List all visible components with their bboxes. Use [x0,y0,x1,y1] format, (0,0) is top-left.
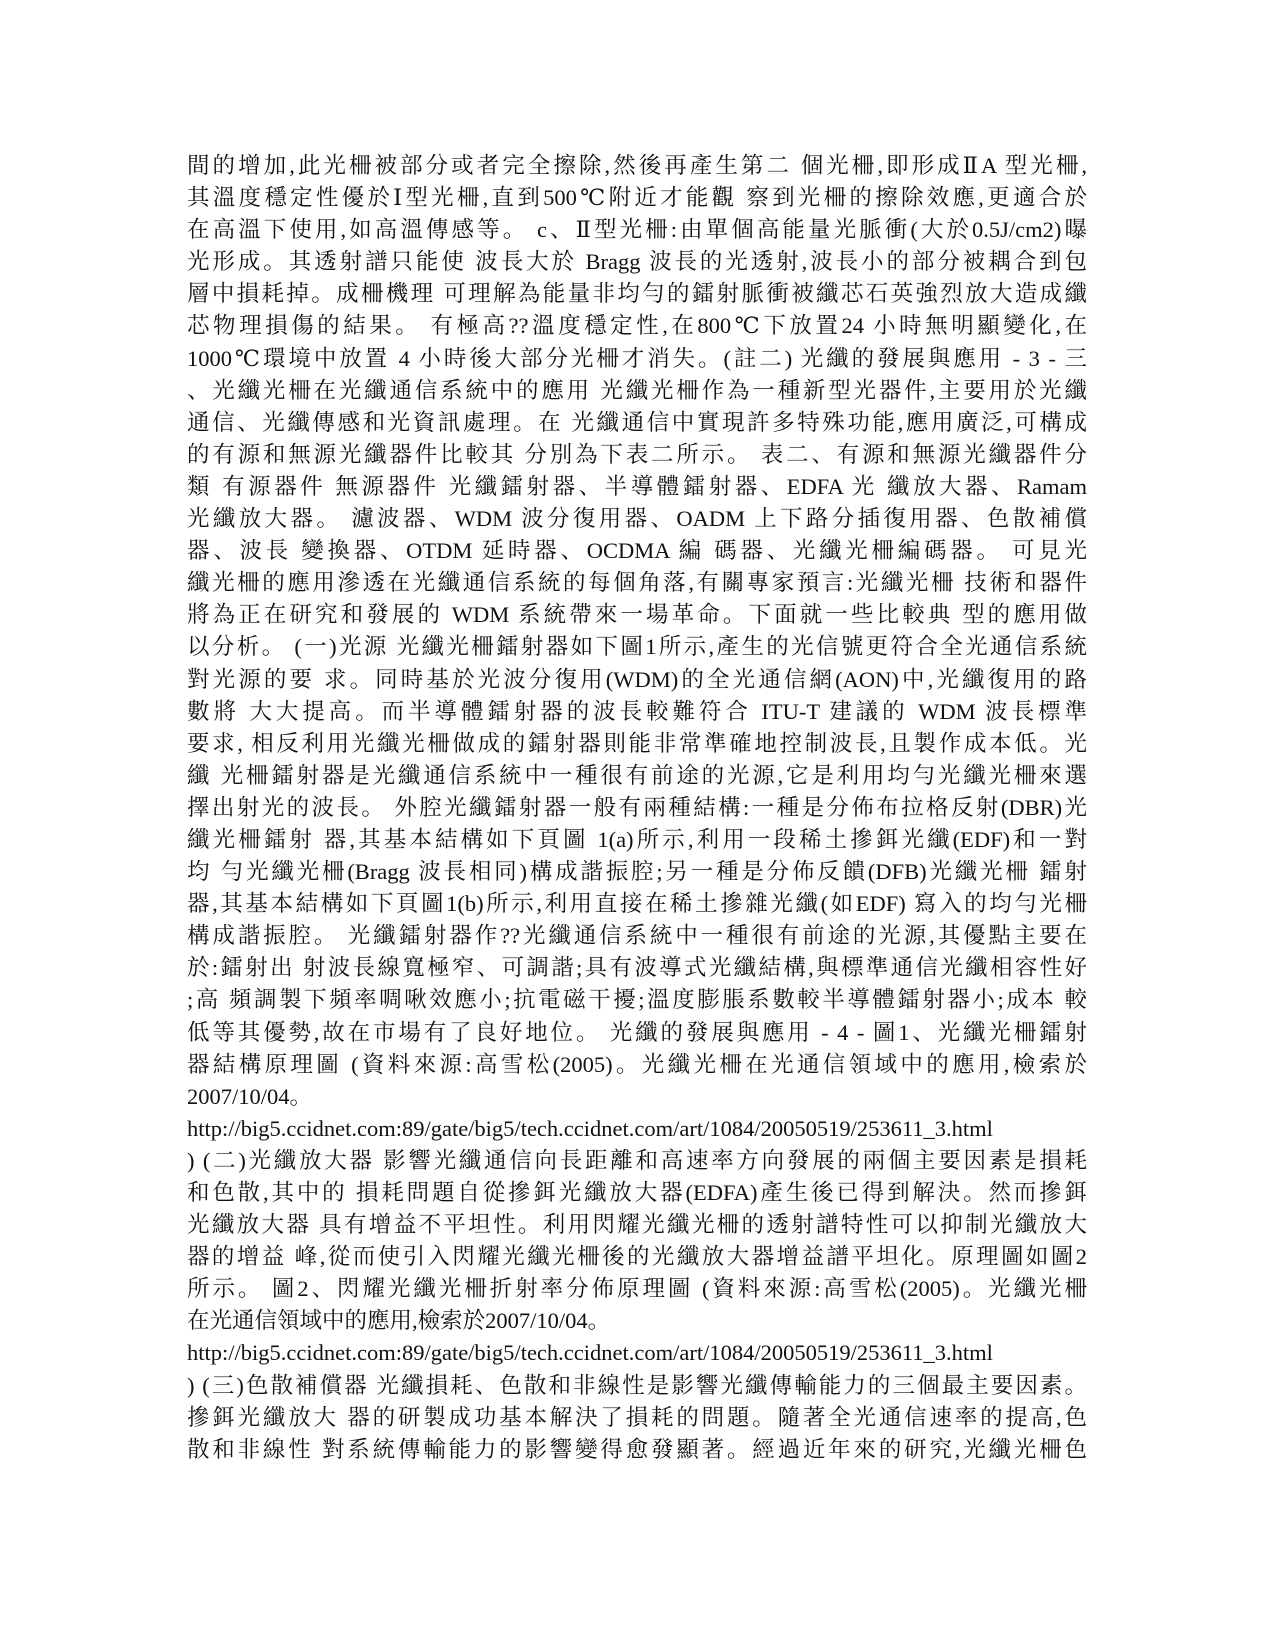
text-line: 低等其優勢,故在市場有了良好地位。 光纖的發展與應用 - 4 - 圖1、光纖光柵鐳射 [187,1019,1087,1045]
text-line: ;高 頻調製下頻率啁啾效應小;抗電磁干擾;溫度膨脹系數較半導體鐳射器小;成本 較 [187,987,1087,1013]
text-line: 1000℃環境中放置 4 小時後大部分光柵才消失。(註二) 光纖的發展與應用 - 3 - 三 [187,345,1087,371]
text-line: 器,其基本結構如下頁圖1(b)所示,利用直接在稀土摻雜光纖(如EDF) 寫入的均勻光柵 [187,891,1087,917]
text-line: 構成諧振腔。 光纖鐳射器作??光纖通信系統中一種很有前途的光源,其優點主要在 [187,923,1087,949]
text-line: 和色散,其中的 損耗問題自從摻鉺光纖放大器(EDFA)產生後已得到解決。然而摻鉺 [187,1180,1087,1205]
text-line: 光形成。其透射譜只能使 波長大於 Bragg 波長的光透射,波長小的部分被耦合到包 [187,249,1087,275]
document-page [187,150,1087,1620]
text-line: 芯物理損傷的結果。 有極高??溫度穩定性,在800℃下放置24 小時無明顯變化,在 [187,313,1087,339]
text-line: 擇出射光的波長。 外腔光纖鐳射器一般有兩種結構:一種是分佈布拉格反射(DBR)光 [187,794,1087,820]
reference-url: http://big5.ccidnet.com:89/gate/big5/tech.ccidnet.com/art/1084/20050519/253611_3.html [187,1340,993,1366]
text-line: 其溫度穩定性優於Ⅰ型光柵,直到500℃附近才能觀 察到光柵的擦除效應,更適合於 [187,185,1087,211]
text-line: ) (二)光纖放大器 影響光纖通信向長距離和高速率方向發展的兩個主要因素是損耗 [187,1147,1087,1173]
text-line: 纖光柵的應用滲透在光纖通信系統的每個角落,有關專家預言:光纖光柵 技術和器件 [187,570,1087,596]
text-line: 器的增益 峰,從而使引入閃耀光纖光柵後的光纖放大器增益譜平坦化。原理圖如圖2 [187,1244,1087,1270]
text-line: 間的增加,此光柵被部分或者完全擦除,然後再產生第二 個光柵,即形成ⅡA 型光柵, [187,153,1087,178]
text-line: 2007/10/04。 [187,1083,313,1109]
text-line: 均 勻光纖光柵(Bragg 波長相同)構成諧振腔;另一種是分佈反饋(DFB)光纖光柵 鐳射 [187,859,1087,885]
text-line: ) (三)色散補償器 光纖損耗、色散和非線性是影響光纖傳輸能力的三個最主要因素。 [187,1372,1087,1398]
text-line: 在光通信領域中的應用,檢索於2007/10/04。 [187,1308,611,1334]
text-line: 、光纖光柵在光纖通信系統中的應用 光纖光柵作為一種新型光器件,主要用於光纖 [187,377,1087,403]
text-line: 器、波長 變換器、OTDM 延時器、OCDMA 編 碼器、光纖光柵編碼器。 可見光 [187,538,1087,564]
text-line: 纖光柵鐳射 器,其基本結構如下頁圖 1(a)所示,利用一段稀土摻鉺光纖(EDF)和一對 [187,826,1087,852]
text-line: 類 有源器件 無源器件 光纖鐳射器、半導體鐳射器、EDFA 光 纖放大器、Ramam [187,473,1087,499]
text-line: 摻鉺光纖放大 器的研製成功基本解決了損耗的問題。隨著全光通信速率的提高,色 [187,1404,1087,1430]
text-line: 纖 光柵鐳射器是光纖通信系統中一種很有前途的光源,它是利用均勻光纖光柵來選 [187,762,1087,788]
text-line: 通信、光纖傳感和光資訊處理。在 光纖通信中實現許多特殊功能,應用廣泛,可構成 [187,409,1087,435]
text-line: 要求, 相反利用光纖光柵做成的鐳射器則能非常準確地控制波長,且製作成本低。光 [187,730,1087,756]
text-line: 光纖放大器。 濾波器、WDM 波分復用器、OADM 上下路分插復用器、色散補償 [187,506,1087,532]
text-line: 散和非線性 對系統傳輸能力的影響變得愈發顯著。經過近年來的研究,光纖光柵色 [187,1436,1087,1462]
text-line: 將為正在研究和發展的 WDM 系統帶來一場革命。下面就一些比較典 型的應用做 [187,602,1087,628]
text-line: 所示。 圖2、閃耀光纖光柵折射率分佈原理圖 (資料來源:高雪松(2005)。光纖光柵 [187,1276,1087,1302]
text-line: 以分析。 (一)光源 光纖光柵鐳射器如下圖1所示,產生的光信號更符合全光通信系統 [187,634,1087,660]
text-line: 層中損耗掉。成柵機理 可理解為能量非均勻的鐳射脈衝被纖芯石英強烈放大造成纖 [187,281,1087,307]
text-line: 光纖放大器 具有增益不平坦性。利用閃耀光纖光柵的透射譜特性可以抑制光纖放大 [187,1212,1087,1238]
text-line: 數將 大大提高。而半導體鐳射器的波長較難符合 ITU-T 建議的 WDM 波長標準 [187,698,1087,724]
text-line: 於:鐳射出 射波長線寬極窄、可調諧;具有波導式光纖結構,與標準通信光纖相容性好 [187,955,1087,981]
text-line: 對光源的要 求。同時基於光波分復用(WDM)的全光通信網(AON)中,光纖復用的路 [187,666,1087,692]
text-line: 的有源和無源光纖器件比較其 分別為下表二所示。 表二、有源和無源光纖器件分 [187,441,1087,467]
reference-url: http://big5.ccidnet.com:89/gate/big5/tech.ccidnet.com/art/1084/20050519/253611_3.html [187,1115,993,1141]
text-line: 器結構原理圖 (資料來源:高雪松(2005)。光纖光柵在光通信領域中的應用,檢索於 [187,1051,1087,1077]
text-line: 在高溫下使用,如高溫傳感等。 c、Ⅱ型光柵:由單個高能量光脈衝(大於0.5J/cm2)曝 [187,217,1087,243]
